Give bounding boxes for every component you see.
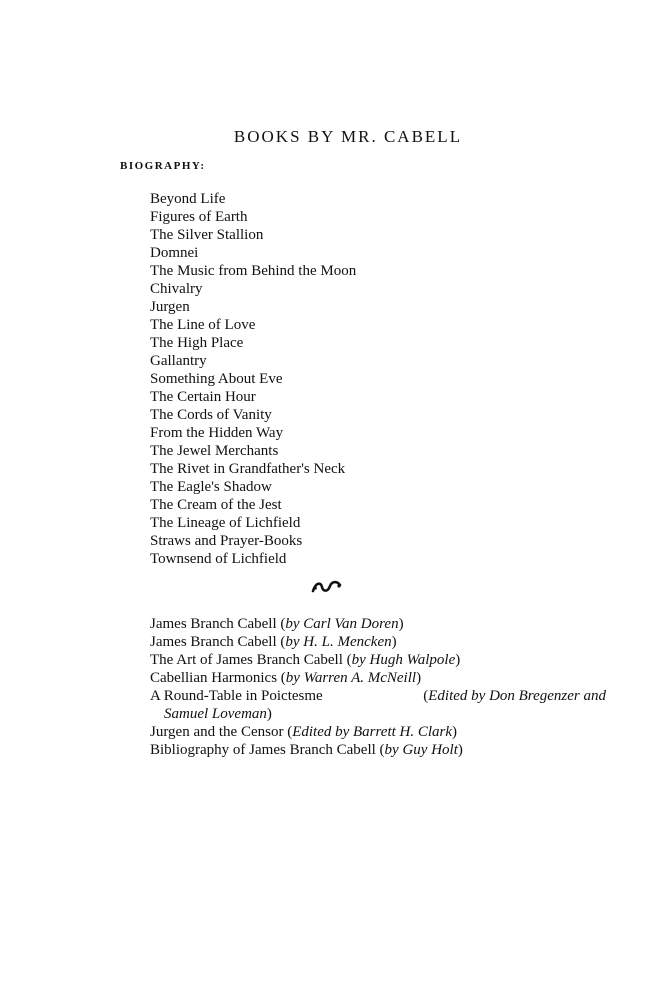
- book-attribution: Edited by Barrett H. Clark: [292, 724, 453, 740]
- book-title: Bibliography of James Branch Cabell: [150, 742, 376, 758]
- biography-list: [150, 190, 356, 568]
- list-item: Chivalry: [150, 281, 203, 297]
- book-attribution: by Hugh Walpole: [351, 652, 456, 668]
- list-item: Bibliography of James Branch Cabell (by Guy Holt): [150, 742, 463, 758]
- list-item: The Silver Stallion: [150, 227, 264, 243]
- list-item: Gallantry: [150, 353, 207, 369]
- list-item: The Art of James Branch Cabell (by Hugh Walpole): [150, 652, 461, 668]
- list-item: The Line of Love: [150, 317, 256, 333]
- section-label-biography: BIOGRAPHY:: [120, 160, 206, 172]
- list-item: The Music from Behind the Moon: [150, 263, 357, 279]
- list-item: Figures of Earth: [150, 209, 248, 225]
- list-item: Beyond Life: [150, 191, 226, 207]
- list-item: Domnei: [150, 245, 199, 261]
- book-title: A Round-Table in Poictesme: [150, 688, 323, 704]
- page-title: BOOKS BY MR. CABELL: [233, 127, 463, 146]
- list-item: James Branch Cabell (by Carl Van Doren): [150, 616, 404, 632]
- list-item: Jurgen and the Censor (Edited by Barrett H. Clark): [150, 724, 458, 740]
- book-title: Cabellian Harmonics: [150, 670, 278, 686]
- book-title: James Branch Cabell: [150, 634, 277, 650]
- book-attribution-continued: Samuel Loveman: [164, 706, 267, 722]
- book-attribution: by H. L. Mencken: [285, 634, 392, 650]
- about-cabell-list: [150, 615, 610, 759]
- flourish-ornament-icon: [310, 578, 344, 596]
- list-item: The Jewel Merchants: [150, 443, 279, 459]
- list-item: Cabellian Harmonics (by Warren A. McNeill): [150, 670, 422, 686]
- list-item: The High Place: [150, 335, 244, 351]
- book-attribution: Edited by Don Bregenzer and: [428, 688, 606, 704]
- list-item: Something About Eve: [150, 371, 283, 387]
- book-title: Jurgen and the Censor: [150, 724, 284, 740]
- list-item: A Round-Table in Poictesme (Edited by Don Bregenzer and Samuel Loveman): [150, 688, 606, 722]
- book-attribution: by Guy Holt: [384, 742, 458, 758]
- list-item: The Rivet in Grandfather's Neck: [150, 461, 346, 477]
- list-item: The Cords of Vanity: [150, 407, 272, 423]
- book-attribution: by Warren A. McNeill: [285, 670, 417, 686]
- list-item: The Cream of the Jest: [150, 497, 282, 513]
- list-item: The Lineage of Lichfield: [150, 515, 301, 531]
- book-title: James Branch Cabell: [150, 616, 277, 632]
- list-item: The Certain Hour: [150, 389, 256, 405]
- list-item: Townsend of Lichfield: [150, 551, 287, 567]
- list-item: James Branch Cabell (by H. L. Mencken): [150, 634, 397, 650]
- book-attribution: by Carl Van Doren: [285, 616, 399, 632]
- list-item: Jurgen: [150, 299, 190, 315]
- list-item: From the Hidden Way: [150, 425, 284, 441]
- list-item: Straws and Prayer-Books: [150, 533, 303, 549]
- list-item: The Eagle's Shadow: [150, 479, 272, 495]
- book-title: The Art of James Branch Cabell: [150, 652, 343, 668]
